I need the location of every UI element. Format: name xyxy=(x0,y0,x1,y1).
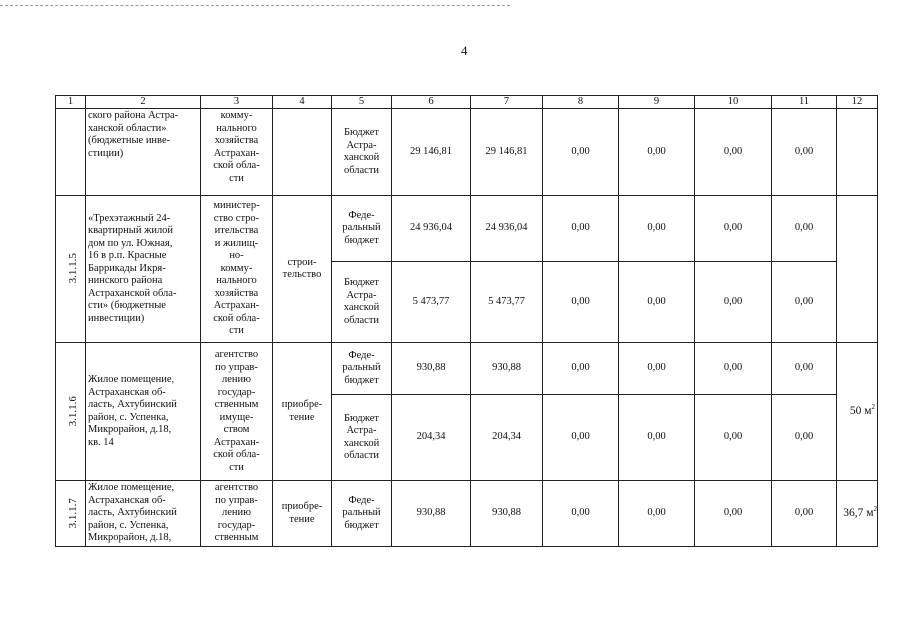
col-header: 3 xyxy=(201,96,273,109)
value-cell: 0,00 xyxy=(543,109,619,196)
funding-source: Бюджет Астра- ханской области xyxy=(332,395,392,481)
value-cell: 24 936,04 xyxy=(392,196,471,262)
area-cell xyxy=(837,196,878,343)
value-cell: 0,00 xyxy=(619,109,695,196)
col-header: 1 xyxy=(56,96,86,109)
budget-table xyxy=(55,95,878,547)
value-cell: 0,00 xyxy=(543,343,619,395)
table-row xyxy=(56,196,878,262)
area-unit-sup: 2 xyxy=(871,403,875,412)
row-number: 3.1.1.5 xyxy=(66,253,79,284)
funding-source: Феде- ральный бюджет xyxy=(332,481,392,547)
value-cell: 24 936,04 xyxy=(471,196,543,262)
top-scan-rule xyxy=(0,5,510,6)
responsible-org: агентство по управ- лению государ- ственным xyxy=(201,481,273,547)
value-cell: 930,88 xyxy=(392,481,471,547)
responsible-org: комму- нального хозяйства Астрахан- ской обла- сти xyxy=(201,109,273,196)
col-header: 7 xyxy=(471,96,543,109)
col-header: 4 xyxy=(273,96,332,109)
value-cell: 0,00 xyxy=(695,109,772,196)
value-cell: 5 473,77 xyxy=(392,262,471,343)
value-cell: 0,00 xyxy=(619,196,695,262)
object-name: ского района Астра- ханской области» (бюджетные инве- стиции) xyxy=(86,109,201,196)
row-number: 3.1.1.7 xyxy=(66,497,79,529)
value-cell: 0,00 xyxy=(543,262,619,343)
value-cell: 0,00 xyxy=(695,196,772,262)
value-cell: 930,88 xyxy=(471,343,543,395)
value-cell: 204,34 xyxy=(471,395,543,481)
work-type-cell xyxy=(273,109,332,196)
value-cell: 0,00 xyxy=(772,395,837,481)
page-number: 4 xyxy=(461,43,468,58)
row-number-cell xyxy=(56,343,86,481)
funding-source: Феде- ральный бюджет xyxy=(332,196,392,262)
row-number-cell xyxy=(56,481,86,547)
value-cell: 930,88 xyxy=(471,481,543,547)
area-cell xyxy=(837,109,878,196)
work-type: строи- тельство xyxy=(273,196,332,343)
value-cell: 29 146,81 xyxy=(392,109,471,196)
funding-source: Феде- ральный бюджет xyxy=(332,343,392,395)
responsible-org: агентство по управ- лению государ- ственным имуще- ством Астрахан- ской обла- сти xyxy=(201,343,273,481)
value-cell: 0,00 xyxy=(695,481,772,547)
value-cell: 29 146,81 xyxy=(471,109,543,196)
area-value: 36,7 м xyxy=(843,507,874,520)
table-row xyxy=(56,481,878,547)
area-unit-sup: 2 xyxy=(873,505,877,514)
row-number-cell xyxy=(56,196,86,343)
header-row xyxy=(56,96,878,109)
value-cell: 0,00 xyxy=(695,262,772,343)
col-header: 10 xyxy=(695,96,772,109)
value-cell: 0,00 xyxy=(772,196,837,262)
col-header: 9 xyxy=(619,96,695,109)
value-cell: 0,00 xyxy=(695,395,772,481)
value-cell: 5 473,77 xyxy=(471,262,543,343)
area-value: 50 м xyxy=(849,405,872,418)
value-cell: 0,00 xyxy=(619,395,695,481)
work-type: приобре- тение xyxy=(273,481,332,547)
value-cell: 0,00 xyxy=(619,262,695,343)
value-cell: 0,00 xyxy=(619,343,695,395)
table-row xyxy=(56,343,878,395)
value-cell: 0,00 xyxy=(772,481,837,547)
row-number-cell xyxy=(56,109,86,196)
object-name: Жилое помещение, Астраханская об- ласть, Ахтубинский район, с. Успенка, Микрорайон, д.18, кв. 14 xyxy=(86,343,201,481)
work-type: приобре- тение xyxy=(273,343,332,481)
responsible-org: министер- ство стро- ительства и жилищ- но- комму- нального хозяйства Астрахан- ской обла- сти xyxy=(201,196,273,343)
col-header: 6 xyxy=(392,96,471,109)
value-cell: 0,00 xyxy=(543,196,619,262)
col-header: 8 xyxy=(543,96,619,109)
funding-source: Бюджет Астра- ханской области xyxy=(332,109,392,196)
col-header: 12 xyxy=(837,96,878,109)
value-cell: 930,88 xyxy=(392,343,471,395)
value-cell: 204,34 xyxy=(392,395,471,481)
object-name: «Трехэтажный 24- квартирный жилой дом по ул. Южная, 16 в р.п. Красные Баррикады Икря- нинского района Астраханской обла- сти» (бюджетные инвестиции) xyxy=(86,196,201,343)
row-number: 3.1.1.6 xyxy=(66,395,79,427)
col-header: 2 xyxy=(86,96,201,109)
table-row xyxy=(56,109,878,196)
value-cell: 0,00 xyxy=(543,481,619,547)
funding-source: Бюджет Астра- ханской области xyxy=(332,262,392,343)
area-cell xyxy=(837,481,878,547)
col-header: 11 xyxy=(772,96,837,109)
col-header: 5 xyxy=(332,96,392,109)
value-cell: 0,00 xyxy=(619,481,695,547)
value-cell: 0,00 xyxy=(772,262,837,343)
area-cell xyxy=(837,343,878,481)
value-cell: 0,00 xyxy=(772,109,837,196)
object-name: Жилое помещение, Астраханская об- ласть, Ахтубинский район, с. Успенка, Микрорайон, д.18, xyxy=(86,481,201,547)
value-cell: 0,00 xyxy=(695,343,772,395)
value-cell: 0,00 xyxy=(543,395,619,481)
value-cell: 0,00 xyxy=(772,343,837,395)
